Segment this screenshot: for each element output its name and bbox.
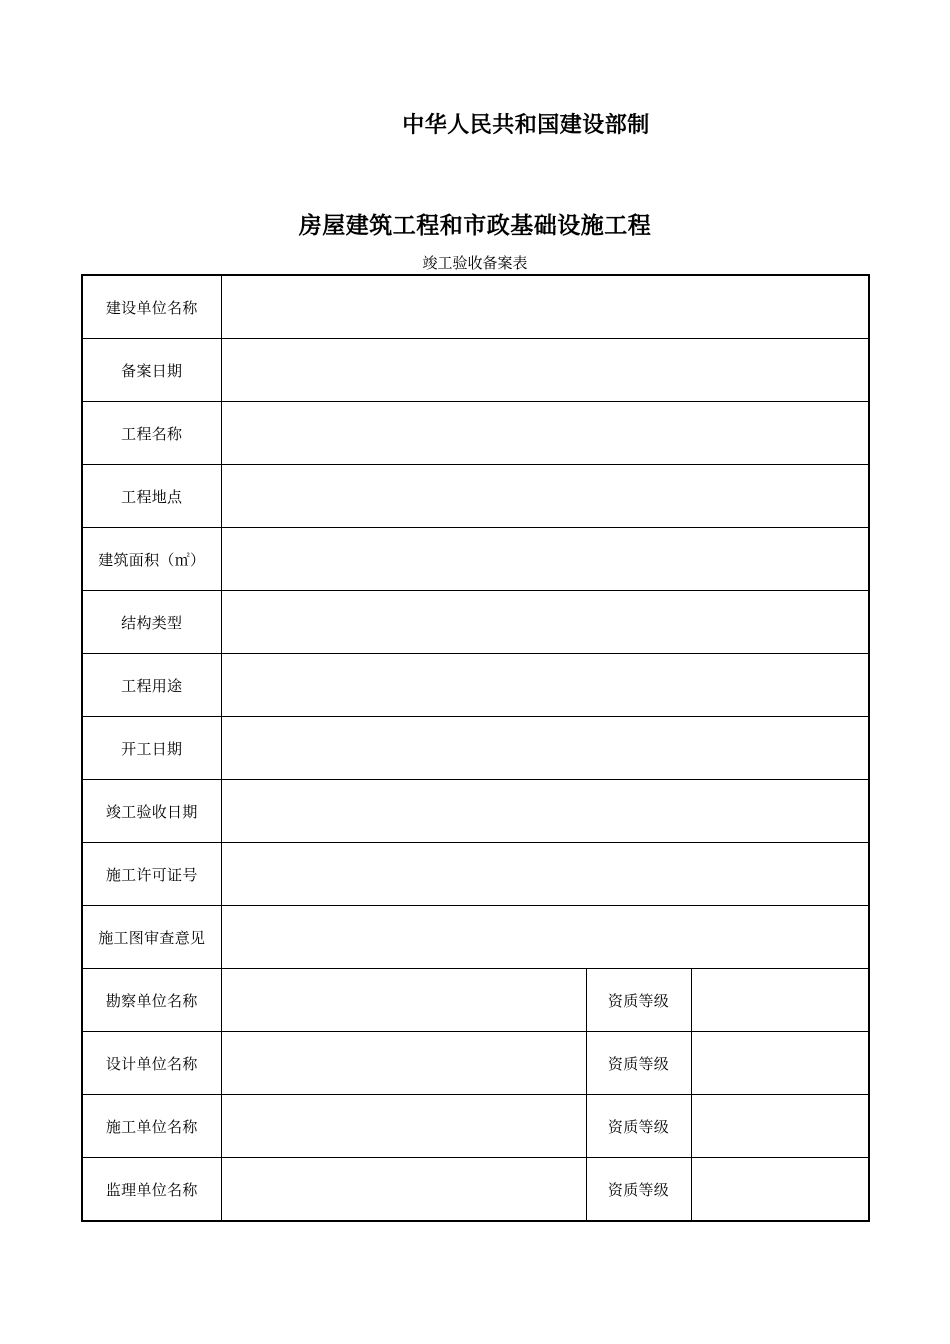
table-row — [82, 339, 869, 402]
field-value-survey-unit[interactable] — [221, 969, 586, 1032]
field-label-record-date: 备案日期 — [82, 339, 221, 402]
field-value-project-name[interactable] — [221, 402, 869, 465]
field-label-project-location: 工程地点 — [82, 465, 221, 528]
form-main-title: 房屋建筑工程和市政基础设施工程 — [298, 213, 652, 239]
field-label-builder-unit: 施工单位名称 — [82, 1095, 221, 1158]
table-row — [82, 780, 869, 843]
field-label-building-area: 建筑面积（㎡） — [82, 528, 221, 591]
field-label-project-name: 工程名称 — [82, 402, 221, 465]
field-value-drawing-review[interactable] — [221, 906, 869, 969]
table-row — [82, 717, 869, 780]
field-label-design-unit: 设计单位名称 — [82, 1032, 221, 1095]
field-value-permit-number[interactable] — [221, 843, 869, 906]
table-row — [82, 654, 869, 717]
field-value-record-date[interactable] — [221, 339, 869, 402]
table-row — [82, 843, 869, 906]
table-row — [82, 528, 869, 591]
table-row — [82, 1032, 869, 1095]
field-value-construction-unit[interactable] — [221, 275, 869, 339]
field-label-structure-type: 结构类型 — [82, 591, 221, 654]
field-value-design-qualification[interactable] — [691, 1032, 869, 1095]
field-value-project-usage[interactable] — [221, 654, 869, 717]
form-subtitle: 竣工验收备案表 — [422, 254, 528, 272]
field-label-survey-qualification: 资质等级 — [586, 969, 691, 1032]
table-row — [82, 591, 869, 654]
field-value-supervision-qualification[interactable] — [691, 1158, 869, 1222]
table-row — [82, 1095, 869, 1158]
record-form-table — [81, 274, 870, 1222]
table-row — [82, 275, 869, 339]
field-value-design-unit[interactable] — [221, 1032, 586, 1095]
table-row — [82, 465, 869, 528]
issuer-title: 中华人民共和国建设部制 — [402, 113, 650, 138]
field-value-builder-qualification[interactable] — [691, 1095, 869, 1158]
field-value-structure-type[interactable] — [221, 591, 869, 654]
table-row — [82, 402, 869, 465]
table-row — [82, 906, 869, 969]
field-label-supervision-unit: 监理单位名称 — [82, 1158, 221, 1222]
field-label-design-qualification: 资质等级 — [586, 1032, 691, 1095]
field-value-supervision-unit[interactable] — [221, 1158, 586, 1222]
field-label-permit-number: 施工许可证号 — [82, 843, 221, 906]
field-label-construction-unit: 建设单位名称 — [82, 275, 221, 339]
field-value-start-date[interactable] — [221, 717, 869, 780]
field-value-builder-unit[interactable] — [221, 1095, 586, 1158]
field-value-building-area[interactable] — [221, 528, 869, 591]
field-label-builder-qualification: 资质等级 — [586, 1095, 691, 1158]
field-value-project-location[interactable] — [221, 465, 869, 528]
field-value-acceptance-date[interactable] — [221, 780, 869, 843]
field-label-start-date: 开工日期 — [82, 717, 221, 780]
table-row — [82, 1158, 869, 1222]
field-value-survey-qualification[interactable] — [691, 969, 869, 1032]
field-label-drawing-review: 施工图审查意见 — [82, 906, 221, 969]
field-label-project-usage: 工程用途 — [82, 654, 221, 717]
field-label-acceptance-date: 竣工验收日期 — [82, 780, 221, 843]
field-label-supervision-qualification: 资质等级 — [586, 1158, 691, 1222]
field-label-survey-unit: 勘察单位名称 — [82, 969, 221, 1032]
table-row — [82, 969, 869, 1032]
